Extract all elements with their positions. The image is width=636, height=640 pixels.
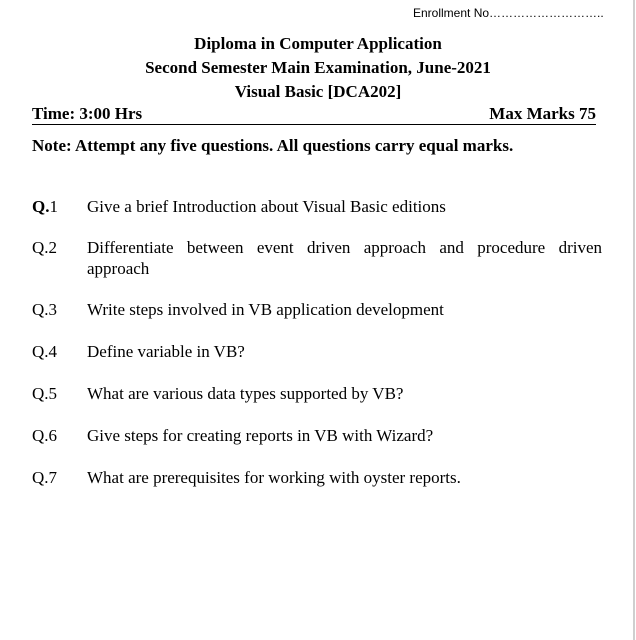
question-2 — [32, 237, 602, 279]
exam-title: Second Semester Main Examination, June-2021 — [145, 58, 491, 77]
question-number: Q.4 — [32, 342, 58, 361]
question-number: Q.3 — [32, 300, 58, 319]
question-5 — [32, 383, 602, 405]
question-text: What are various data types supported by VB? — [87, 384, 404, 403]
question-text: Write steps involved in VB application development — [87, 300, 444, 319]
header-rule — [32, 124, 596, 125]
question-number: Q.5 — [32, 384, 58, 403]
question-7 — [32, 467, 602, 489]
question-number: Q.7 — [32, 468, 58, 487]
question-6 — [32, 425, 602, 447]
page-edge-divider — [633, 0, 635, 640]
question-list — [32, 196, 602, 489]
exam-header — [0, 32, 636, 104]
question-number: Q.2 — [32, 238, 58, 257]
question-index: 1 — [49, 197, 58, 216]
question-4 — [32, 341, 602, 363]
exam-meta-row — [32, 103, 596, 125]
question-1 — [32, 196, 602, 218]
instruction-note: Note: Attempt any five questions. All questions carry equal marks. — [32, 136, 514, 155]
exam-time: Time: 3:00 Hrs — [32, 104, 143, 123]
question-text: Differentiate between event driven approach and procedure driven approach — [87, 238, 602, 278]
question-number: Q.6 — [32, 426, 58, 445]
question-text: Give steps for creating reports in VB with Wizard? — [87, 426, 434, 445]
question-number — [32, 196, 87, 218]
enrollment-number-label: Enrollment No……………………….. — [413, 6, 604, 20]
max-marks: Max Marks 75 — [489, 104, 596, 123]
question-3 — [32, 299, 602, 321]
course-title: Diploma in Computer Application — [194, 34, 442, 53]
subject-title: Visual Basic [DCA202] — [234, 82, 402, 101]
question-text: Give a brief Introduction about Visual Basic editions — [87, 197, 446, 216]
question-text: What are prerequisites for working with oyster reports. — [87, 468, 461, 487]
question-prefix: Q. — [32, 197, 50, 216]
question-text: Define variable in VB? — [87, 342, 245, 361]
